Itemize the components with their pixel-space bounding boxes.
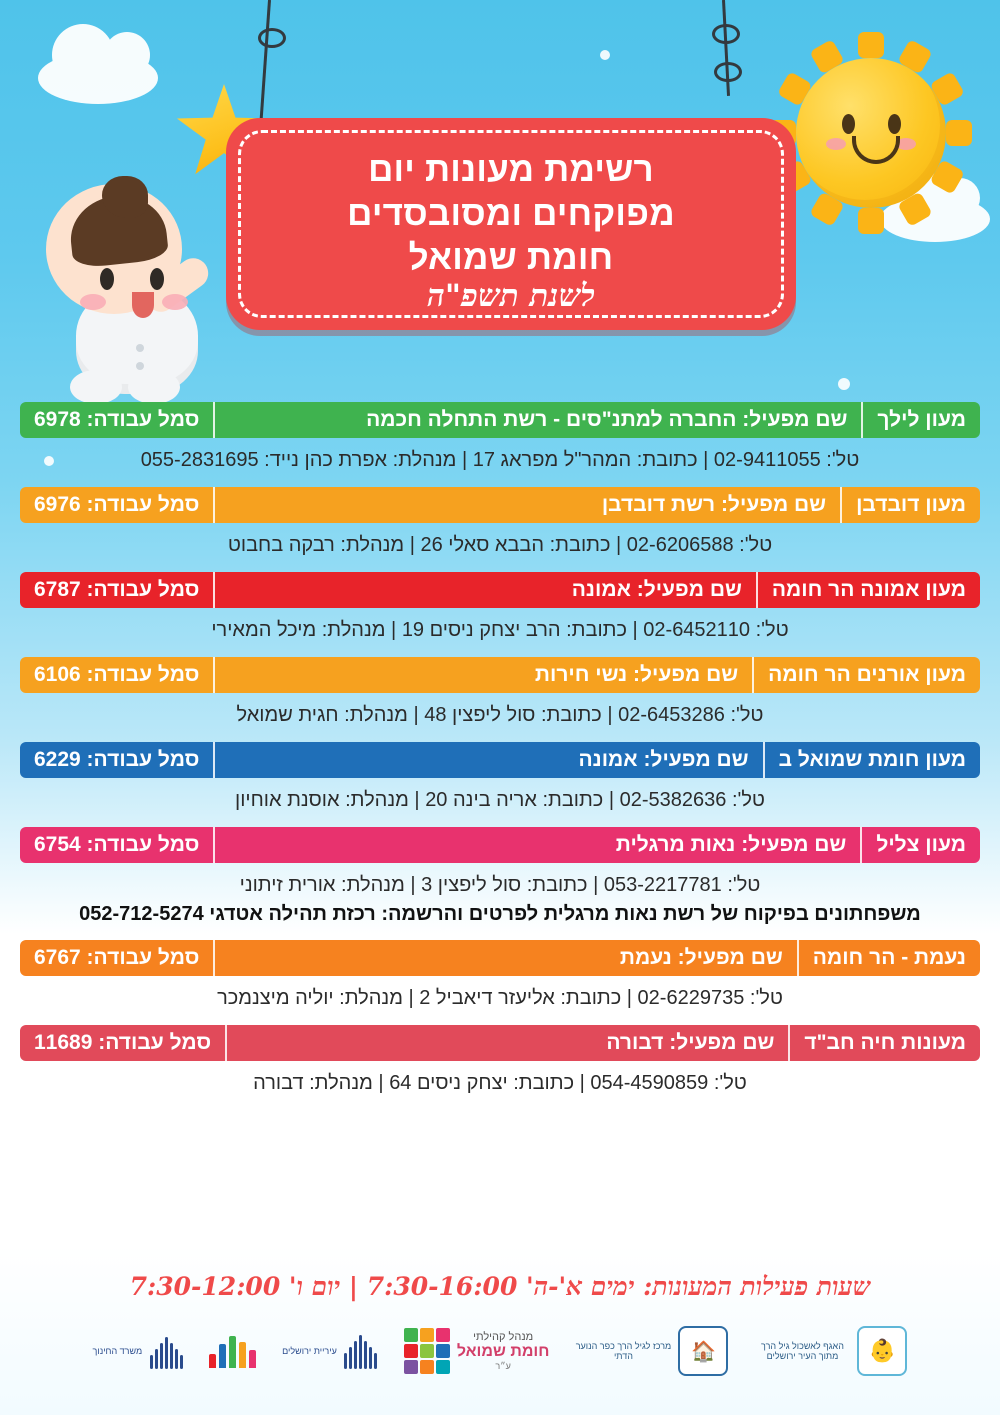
daycare-entry (20, 402, 980, 475)
daycare-entry (20, 827, 980, 928)
daycare-note: משפחתונים בפיקוח של רשת נאות מרגלית לפרטים והרשמה: רכזת תהילה אטדגי 052-712-5274 (79, 903, 921, 925)
logo-chomat-line3: ע״ר (495, 1361, 511, 1371)
daycare-list (20, 402, 980, 1110)
daycare-code: סמל עבודה: 6976 (34, 493, 200, 516)
bubble-decoration (600, 50, 610, 60)
logo-ministry-of-education (93, 1322, 184, 1380)
daycare-entry-header (20, 487, 980, 523)
building-icon: 🏠 (678, 1326, 728, 1376)
logo-jerusalem-municipality (282, 1322, 378, 1380)
daycare-code: סמל עבודה: 6787 (34, 578, 200, 601)
title-card (226, 118, 796, 330)
logo-strip (0, 1322, 1000, 1380)
logo-jerusalem-caption: עיריית ירושלים (282, 1345, 337, 1356)
daycare-name: מעון חומת שמואל ב (763, 742, 980, 778)
daycare-entry-header (20, 940, 980, 976)
page-title (260, 148, 762, 280)
daycare-code: סמל עבודה: 6767 (34, 946, 200, 969)
baby-eye-icon (150, 268, 164, 290)
daycare-entry (20, 1025, 980, 1098)
daycare-operator: שם מפעיל: החברה למתנ"סים - רשת התחלה חכמה (213, 402, 861, 438)
logo-ministry-caption: משרד החינוך (92, 1345, 143, 1356)
squares-icon (404, 1328, 450, 1374)
daycare-name: מעונות חיה חב"ד (788, 1025, 980, 1061)
daycare-name: מעון לילך (861, 402, 980, 438)
string-knot (712, 24, 740, 44)
sun-eye-icon (888, 114, 901, 134)
logo-chomat-line2: חומת שמואל (456, 1343, 550, 1360)
logo-baby-care (754, 1322, 907, 1380)
daycare-operator: שם מפעיל: אמונה (213, 572, 755, 608)
daycare-name: מעון צליל (860, 827, 980, 863)
daycare-entry-header (20, 402, 980, 438)
daycare-name: מעון אורנים הר חומה (752, 657, 980, 693)
menorah-icon (344, 1333, 378, 1369)
baby-head (46, 184, 182, 314)
daycare-name: מעון דובדבן (840, 487, 980, 523)
baby-foot (128, 370, 180, 404)
baby-cheek (80, 294, 106, 310)
daycare-operator: שם מפעיל: רשת דובדבן (213, 487, 840, 523)
baby-cheek (162, 294, 188, 310)
logo-early-childhood-center (575, 1322, 728, 1380)
sun-face (796, 58, 946, 208)
title-year: לשנת תשפ"ה (427, 278, 595, 314)
logo-colorful-bars (209, 1322, 256, 1380)
daycare-entry (20, 742, 980, 815)
daycare-code: סמל עבודה: 6229 (34, 748, 200, 771)
daycare-entry-header (20, 1025, 980, 1061)
baby-icon: 👶 (857, 1326, 907, 1376)
daycare-details: טל': 02-6452110 | כתובת: הרב יצחק ניסים 19 | מנהלת: מיכל המאירי (211, 619, 789, 641)
daycare-name: נעמת - הר חומה (797, 940, 980, 976)
baby-hair-curl (102, 176, 148, 218)
string-knot (258, 28, 286, 48)
title-line-2: מפוקחים ומסובסדים (347, 194, 675, 234)
cloud-decoration (38, 52, 158, 104)
state-emblem-icon (149, 1333, 183, 1369)
daycare-code: סמל עבודה: 6106 (34, 663, 200, 686)
daycare-details: טל': 053-2217781 | כתובת: סול ליפצין 3 | מנהלת: אורית זיתוני (239, 874, 761, 896)
daycare-entry-header (20, 657, 980, 693)
daycare-entry-header (20, 572, 980, 608)
logo-early-childhood-caption: מרכז לגיל הרך כפר הנוער הדתי (575, 1340, 672, 1361)
daycare-operator: שם מפעיל: אמונה (213, 742, 762, 778)
baby-eye-icon (100, 268, 114, 290)
hanging-string (260, 0, 271, 120)
daycare-entry-header (20, 827, 980, 863)
daycare-entry (20, 487, 980, 560)
daycare-code: סמל עבודה: 11689 (34, 1031, 212, 1054)
daycare-entry-header (20, 742, 980, 778)
daycare-operator: שם מפעיל: דבורה (225, 1025, 788, 1061)
daycare-details: טל': 02-9411055 | כתובת: המהר"ל מפראג 17 | מנהלת: אפרת כהן נייד: 055-2831695 (140, 449, 860, 471)
title-line-1: רשימת מעונות יום (368, 150, 654, 189)
string-knot (714, 62, 742, 82)
daycare-operator: שם מפעיל: נשי חירות (213, 657, 752, 693)
logo-chomat-line1: מנהל קהילתי (473, 1331, 534, 1343)
baby-mouth (132, 292, 154, 318)
daycare-name: מעון אמונה הר חומה (756, 572, 980, 608)
daycare-code: סמל עבודה: 6978 (34, 408, 200, 431)
daycare-operator: שם מפעיל: נאות מרגלית (213, 827, 860, 863)
daycare-operator: שם מפעיל: נעמת (213, 940, 796, 976)
daycare-code: סמל עבודה: 6754 (34, 833, 200, 856)
sun-smile-icon (852, 136, 900, 164)
bubble-decoration (838, 378, 850, 390)
baby-button (136, 344, 144, 352)
daycare-details: טל': 02-6453286 | כתובת: סול ליפצין 48 | מנהלת: חגית שמואל (236, 704, 764, 726)
baby-illustration (24, 158, 234, 398)
logo-baby-care-caption: האגף לאשכול גיל הרך מתוך העיר ירושלים (761, 1340, 844, 1361)
daycare-entry (20, 940, 980, 1013)
sun-icon (796, 58, 946, 208)
bars-icon (209, 1334, 256, 1368)
baby-button (136, 362, 144, 370)
daycare-details: טל': 02-5382636 | כתובת: אריה בינה 20 | מנהלת: אוסנת אוחיון (235, 789, 765, 811)
baby-foot (70, 370, 122, 404)
daycare-details: טל': 02-6206588 | כתובת: הבבא סאלי 26 | מנהלת: רבקה בחבוט (227, 534, 773, 556)
logo-chomat-shmuel (404, 1322, 550, 1380)
daycare-details: טל': 02-6229735 | כתובת: אליעזר דיאביל 2 | מנהלת: יוליה מיצנמכר (217, 987, 783, 1009)
daycare-entry (20, 657, 980, 730)
sun-cheek (826, 138, 846, 150)
daycare-details: טל': 054-4590859 | כתובת: יצחק ניסים 64 | מנהלת: דבורה (253, 1072, 747, 1094)
daycare-entry (20, 572, 980, 645)
sun-eye-icon (842, 114, 855, 134)
operating-hours: שעות פעילות המעונות: ימים א'-ה' 7:30-16:00 | יום ו' 7:30-12:00 (129, 1272, 871, 1301)
title-line-3: חומת שמואל (408, 238, 614, 278)
